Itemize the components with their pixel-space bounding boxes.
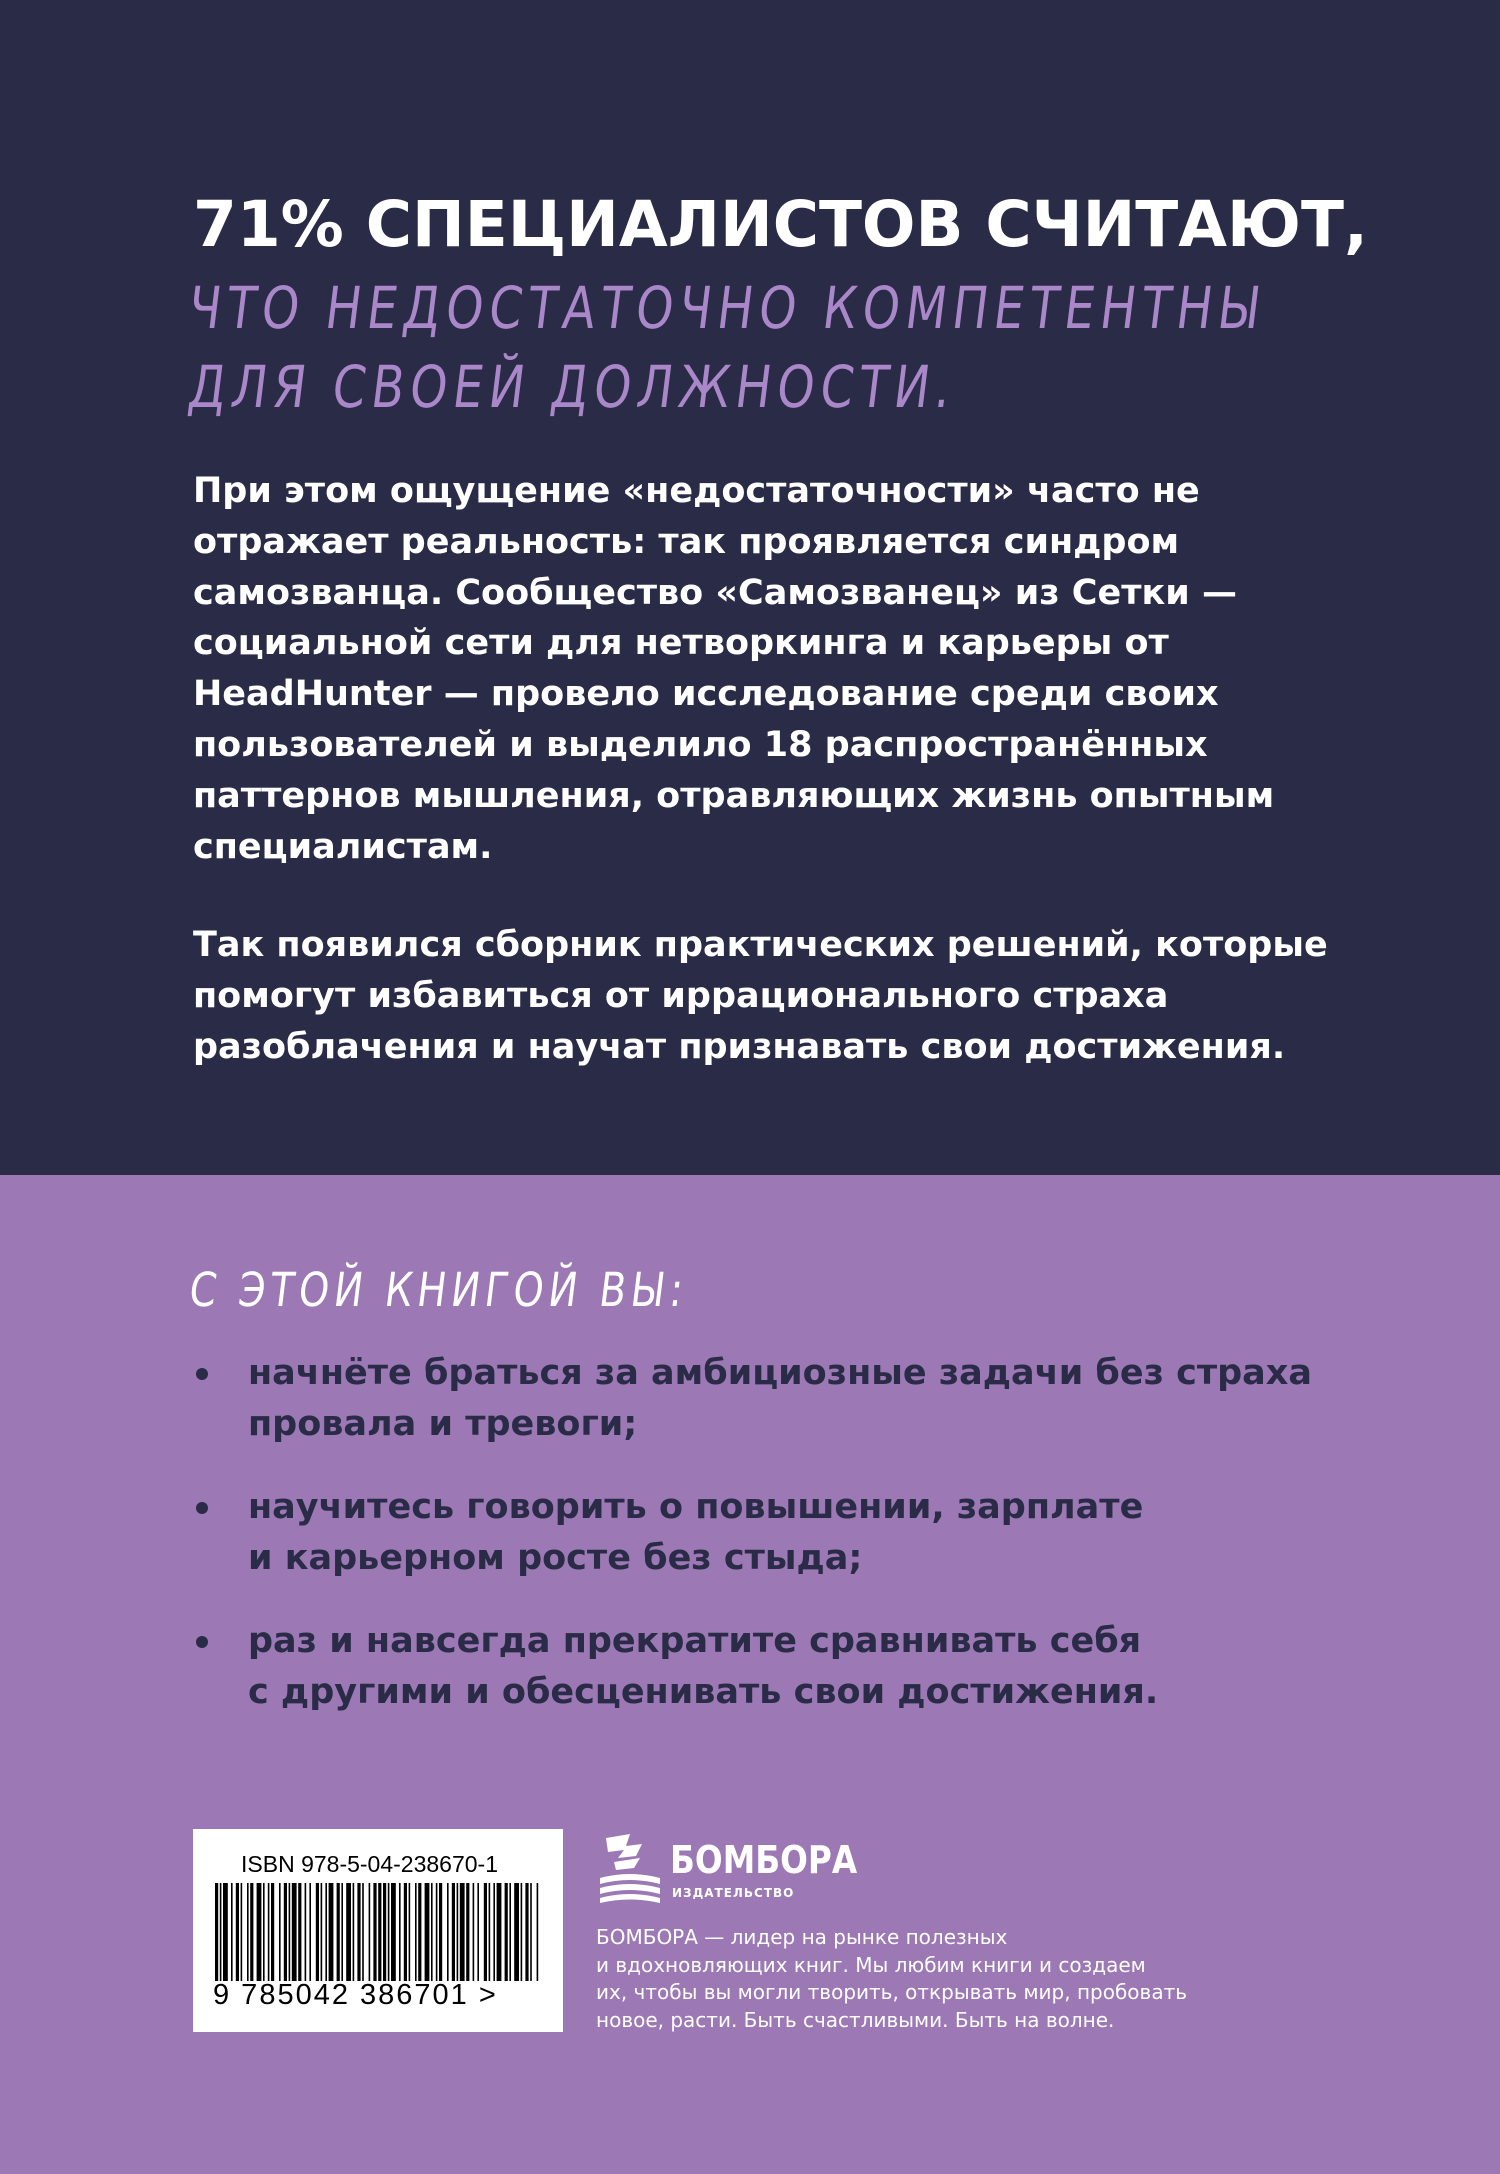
with-book-heading: С ЭТОЙ КНИГОЙ ВЫ:	[186, 1263, 692, 1318]
list-item	[190, 1482, 1340, 1584]
publisher-description-line: их, чтобы вы могли творить, открывать мир, пробовать	[596, 1980, 1188, 2005]
isbn-barcode	[193, 1829, 563, 2032]
isbn-label: ISBN 978-5-04-238670-1	[241, 1851, 498, 1877]
bullet-dot-icon	[196, 1502, 208, 1514]
intro-line: паттернов мышления, отравляющих жизнь опытным	[193, 775, 1275, 816]
summary-line: Так появился сборник практических решений, которые	[193, 925, 1328, 965]
list-item-line: раз и навсегда прекратите сравнивать себя	[248, 1621, 1142, 1661]
intro-line: самозванца. Сообщество «Самозванец» из Сетки —	[193, 572, 1237, 613]
handwritten-line-1: ЧТО НЕДОСТАТОЧНО КОМПЕТЕНТНЫ	[184, 274, 1271, 342]
publisher-description-line: новое, расти. Быть счастливыми. Быть на волне.	[596, 2007, 1115, 2032]
barcode-digits: 9 785042 386701 >	[213, 1979, 498, 2011]
intro-paragraph	[193, 466, 1343, 872]
publisher-description	[596, 1924, 1296, 2034]
list-item-line: научитесь говорить о повышении, зарплате	[248, 1487, 1144, 1527]
list-item	[190, 1348, 1340, 1450]
intro-line: отражает реальность: так проявляется синдром	[193, 521, 1180, 562]
bombora-logo-icon	[596, 1832, 664, 1904]
list-item-line: начнёте браться за амбициозные задачи без страха	[248, 1353, 1312, 1393]
headline: 71% СПЕЦИАЛИСТОВ СЧИТАЮТ,	[193, 188, 1368, 261]
summary-line: разоблачения и научат признавать свои достижения.	[193, 1026, 1286, 1067]
list-item-line: провала и тревоги;	[248, 1404, 638, 1444]
intro-line: социальной сети для нетворкинга и карьеры от	[193, 623, 1169, 664]
list-item	[190, 1616, 1340, 1718]
intro-line: При этом ощущение «недостаточности» часто не	[193, 471, 1200, 511]
publisher-name: БОМБОРА	[670, 1838, 858, 1882]
summary-paragraph	[193, 920, 1343, 1072]
list-item-line: и карьерном росте без стыда;	[248, 1538, 863, 1578]
summary-line: помогут избавиться от иррационального страха	[193, 975, 1169, 1016]
benefits-list	[190, 1348, 1340, 1750]
bullet-dot-icon	[196, 1368, 208, 1380]
intro-line: HeadHunter — провело исследование среди своих	[193, 674, 1219, 715]
intro-line: пользователей и выделило 18 распространённых	[193, 724, 1208, 765]
intro-line: специалистам.	[193, 826, 493, 867]
publisher-description-line: БОМБОРА — лидер на рынке полезных	[596, 1925, 1008, 1949]
publisher-description-line: и вдохновляющих книг. Мы любим книги и создаем	[596, 1952, 1146, 1977]
bullet-dot-icon	[196, 1636, 208, 1648]
publisher-subtitle: ИЗДАТЕЛЬСТВО	[672, 1886, 795, 1900]
list-item-line: с другими и обесценивать свои достижения.	[248, 1672, 1159, 1712]
barcode-bars-icon	[213, 1883, 543, 1981]
handwritten-line-2: ДЛЯ СВОЕЙ ДОЛЖНОСТИ.	[184, 353, 961, 421]
